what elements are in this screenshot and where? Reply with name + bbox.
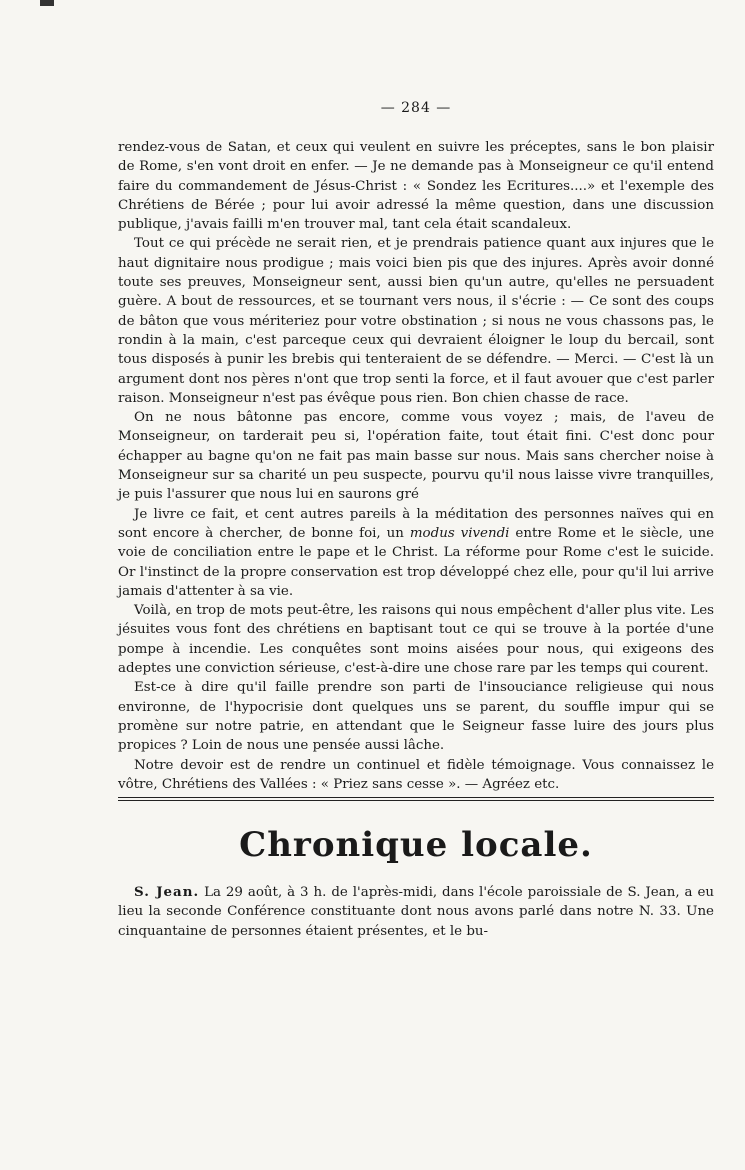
paragraph-7: Notre devoir est de rendre un continuel et fidèle témoignage. Vous connaissez le vôtre, Chrétiens des Vallées : « Priez sans cesse ». — Agréez etc.: [118, 757, 714, 792]
italic-phrase: modus vivendi: [409, 525, 510, 541]
page: [118, 100, 714, 941]
section-divider: [118, 797, 714, 801]
chronique-text: La 29 août, à 3 h. de l'après-midi, dans l'école paroissiale de S. Jean, a eu lieu la seconde Conférence constituante dont nous avons parlé dans notre N. 33. Une cinquantaine de personnes étaient présentes, et le bu-: [118, 885, 714, 939]
place-name: S. Jean.: [134, 884, 200, 901]
paragraph-1: rendez-vous de Satan, et ceux qui veulent en suivre les préceptes, sans le bon plaisir de Rome, s'en vont droit en enfer. — Je ne demande pas à Monseigneur ce qu'il entend faire du commandement de Jésus-Christ : « Sondez les Ecritures....» et l'exemple des Chrétiens de Bérée ; pour lui avoir adressé la même question, dans une discussion publique, j'avais failli m'en trouver mal, tant cela était scandaleux.: [118, 140, 714, 233]
chronique-body: [118, 883, 714, 941]
page-number: — 284 —: [380, 100, 452, 116]
paragraph-6: Est-ce à dire qu'il faille prendre son parti de l'insouciance religieuse qui nous environne, de l'hypocrisie dont quelques uns se parent, du souffle impur qui se promène sur notre patrie, en attendant que le Seigneur fasse luire des jours plus propices ? Loin de nous une pensée aussi lâche.: [118, 680, 714, 754]
paragraph-4: Je livre ce fait, et cent autres pareils à la méditation des personnes naïves qui en sont encore à chercher, de bonne foi, un modus vivendi entre Rome et le siècle, une voie de conciliation entre le pape et le Christ. La réforme pour Rome c'est le suicide. Or l'instinct de la propre conservation est trop développé chez elle, pour qu'il lui arrive jamais d'attenter à sa vie.: [118, 506, 714, 599]
corner-smudge: [40, 0, 54, 6]
paragraph-2: Tout ce qui précède ne serait rien, et je prendrais patience quant aux injures que le haut dignitaire nous prodigue ; mais voici bien pis que des injures. Après avoir donné toute ses preuves, Monseigneur sent, aussi bien qu'un autre, qu'elles ne persuadent guère. A bout de ressources, et se tournant vers nous, il s'écrie : — Ce sont des coups de bâton que vous mériteriez pour votre obstination ; si nous ne vous chassons pas, le rondin à la main, c'est parceque ceux qui devraient éloigner le loup du bercail, sont tous disposés à punir les brebis qui tenteraient de se défendre. — Merci. — C'est là un argument dont nos pères n'ont que trop senti la force, et il faut avouer que c'est parler raison. Monseigneur n'est pas évêque pous rien. Bon chien chasse de race.: [118, 236, 714, 406]
paragraph-5: Voilà, en trop de mots peut-être, les raisons qui nous empêchent d'aller plus vite. Les jésuites vous font des chrétiens en baptisant tout ce qui se trouve à la portée d'une pompe à incendie. Les conquêtes sont moins aisées pour nous, qui exigeons des adeptes une conviction sérieuse, c'est-à-dire une chose rare par les temps qui courent.: [118, 603, 714, 677]
chronique-paragraph: [118, 883, 714, 941]
article-body: [118, 138, 714, 794]
section-title: Chronique locale.: [239, 825, 593, 866]
paragraph-3: On ne nous bâtonne pas encore, comme vous voyez ; mais, de l'aveu de Monseigneur, on tarderait peu si, l'opération faite, tout était fini. C'est donc pour échapper au bagne qu'on ne fait pas main basse sur nous. Mais sans chercher noise à Monseigneur sur sa charité un peu suspecte, pourvu qu'il nous laisse vivre tranquilles, je puis l'assurer que nous lui en saurons gré: [118, 410, 714, 503]
